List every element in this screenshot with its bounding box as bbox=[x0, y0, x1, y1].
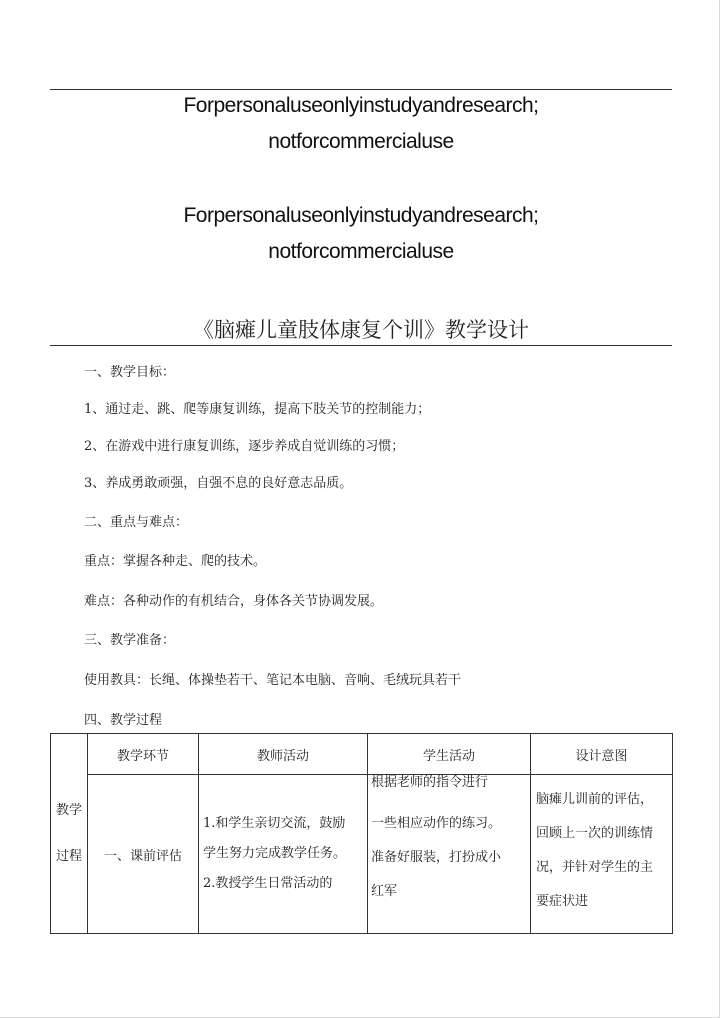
table-row bbox=[51, 775, 673, 934]
prep-heading: 三、教学准备： bbox=[84, 633, 176, 648]
teacher-cell bbox=[199, 775, 368, 934]
header-segment: 教学环节 bbox=[88, 734, 199, 775]
teacher-line-2: 学生努力完成教学任务。 bbox=[203, 846, 347, 861]
title-rule bbox=[50, 345, 672, 346]
watermark-line-1: Forpersonaluseonlyinstudyandresearch; bbox=[183, 94, 539, 117]
design-line-1: 脑瘫儿训前的评估， bbox=[536, 792, 654, 807]
student-line-1: 根据老师的指令进行 bbox=[371, 775, 489, 790]
process-heading: 四、教学过程 bbox=[84, 713, 163, 728]
design-cell bbox=[531, 775, 673, 934]
process-table bbox=[50, 733, 673, 934]
teacher-line-3: 2.教授学生日常活动的 bbox=[203, 876, 333, 891]
student-cell bbox=[368, 775, 531, 934]
student-line-3: 准备好服装，打扮成小 bbox=[371, 850, 502, 865]
goal-3: 3、养成勇敢顽强，自强不息的良好意志品质。 bbox=[84, 476, 353, 491]
watermark-line-4: notforcommercialuse bbox=[268, 240, 454, 263]
teacher-line-1: 1.和学生亲切交流，鼓励 bbox=[203, 816, 346, 831]
process-label-1: 教学 bbox=[55, 802, 82, 818]
segment-cell: 一、课前评估 bbox=[88, 775, 199, 934]
process-label-cell bbox=[51, 734, 88, 934]
prep-items: 使用教具：长绳、体操垫若干、笔记本电脑、音响、毛绒玩具若干 bbox=[84, 673, 462, 688]
student-line-4: 红军 bbox=[371, 884, 398, 899]
student-line-2: 一些相应动作的练习。 bbox=[371, 816, 502, 831]
top-rule bbox=[50, 89, 672, 90]
header-design: 设计意图 bbox=[531, 734, 673, 775]
design-line-2: 回顾上一次的训练情 bbox=[536, 826, 654, 841]
document-title: 《脑瘫儿童肢体康复个训》教学设计 bbox=[193, 318, 529, 342]
watermark-line-2: notforcommercialuse bbox=[268, 130, 454, 153]
header-teacher: 教师活动 bbox=[199, 734, 368, 775]
goal-2: 2、在游戏中进行康复训练，逐步养成自觉训练的习惯； bbox=[84, 439, 405, 454]
design-line-4: 要症状进 bbox=[536, 894, 589, 909]
key-heading: 二、重点与难点： bbox=[84, 515, 189, 530]
header-student: 学生活动 bbox=[368, 734, 531, 775]
goals-heading: 一、教学目标： bbox=[84, 365, 176, 380]
design-line-3: 况，并针对学生的主 bbox=[536, 860, 654, 875]
difficult-point: 难点：各种动作的有机结合，身体各关节协调发展。 bbox=[84, 594, 384, 609]
table-header-row bbox=[51, 734, 673, 775]
key-point: 重点：掌握各种走、爬的技术。 bbox=[84, 554, 267, 569]
watermark-line-3: Forpersonaluseonlyinstudyandresearch; bbox=[183, 204, 539, 227]
goal-1: 1、通过走、跳、爬等康复训练，提高下肢关节的控制能力； bbox=[84, 402, 431, 417]
process-label-2: 过程 bbox=[55, 848, 82, 864]
